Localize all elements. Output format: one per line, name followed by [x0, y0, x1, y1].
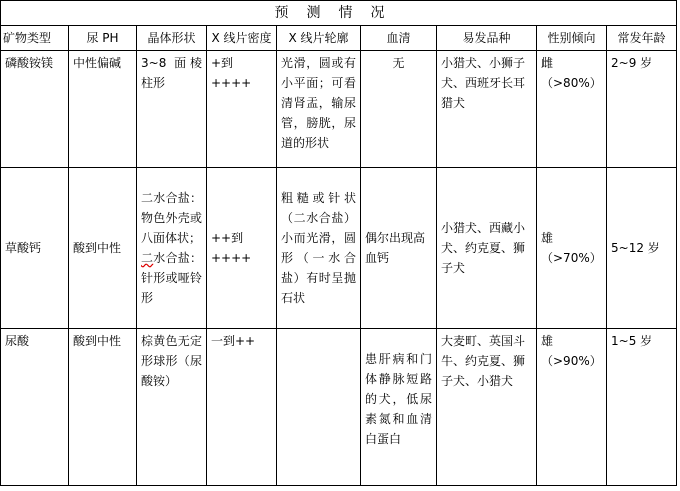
header-age: 常发年龄 [607, 26, 677, 51]
cell-xray-outline: 粗糙或针状（二水合盐）小而光滑，圆形（一水合盐）有时呈抛石状 [277, 168, 361, 329]
crystal-shape-part-a: 二水合盐：物色外壳或八面体状； [141, 191, 202, 245]
cell-sex: 雄（>70%） [537, 168, 607, 329]
cell-mineral: 磷酸铵镁 [1, 51, 69, 168]
cell-age: 1~5 岁 [607, 329, 677, 486]
header-serum: 血清 [361, 26, 437, 51]
cell-sex: 雌（>80%） [537, 51, 607, 168]
table-row [1, 51, 677, 168]
header-mineral: 矿物类型 [1, 26, 69, 51]
header-breeds: 易发品种 [437, 26, 537, 51]
table-row [1, 168, 677, 329]
header-xray-outline: X 线片轮廓 [277, 26, 361, 51]
cell-breeds: 小猎犬、西藏小犬、约克夏、狮子犬 [437, 168, 537, 329]
cell-breeds: 小猎犬、小狮子犬、西班牙长耳猎犬 [437, 51, 537, 168]
cell-urine-ph: 酸到中性 [69, 329, 137, 486]
crystal-shape-part-b: 水合盐：针形或哑铃形 [141, 251, 202, 305]
cell-serum: 偶尔出现高血钙 [361, 168, 437, 329]
table-row [1, 329, 677, 486]
cell-age: 2~9 岁 [607, 51, 677, 168]
cell-mineral: 尿酸 [1, 329, 69, 486]
header-urine-ph: 尿 PH [69, 26, 137, 51]
crystal-shape-underlined-char: 二 [141, 251, 154, 265]
cell-serum: 患肝病和门体静脉短路的犬，低尿素氮和血清白蛋白 [361, 329, 437, 486]
header-sex: 性别倾向 [537, 26, 607, 51]
cell-xray-density: ++到++++ [207, 168, 277, 329]
header-xray-density: X 线片密度 [207, 26, 277, 51]
cell-crystal-shape [137, 168, 207, 329]
header-crystal-shape: 晶体形状 [137, 26, 207, 51]
cell-xray-density: +到++++ [207, 51, 277, 168]
cell-xray-outline [277, 329, 361, 486]
cell-crystal-shape: 棕黄色无定形球形（尿酸铵） [137, 329, 207, 486]
cell-urine-ph: 中性偏碱 [69, 51, 137, 168]
cell-age: 5~12 岁 [607, 168, 677, 329]
cell-sex: 雄（>90%） [537, 329, 607, 486]
cell-urine-ph: 酸到中性 [69, 168, 137, 329]
cell-breeds: 大麦町、英国斗牛、约克夏、狮子犬、小猎犬 [437, 329, 537, 486]
table-title: 预测情况 [1, 1, 677, 26]
cell-serum: 无 [361, 51, 437, 168]
cell-xray-density: 一到++ [207, 329, 277, 486]
cell-crystal-shape: 3~8 面棱柱形 [137, 51, 207, 168]
header-row [1, 26, 677, 51]
cell-mineral: 草酸钙 [1, 168, 69, 329]
cell-xray-outline: 光滑，圆或有小平面；可看清肾盂，输尿管，膀胱，尿道的形状 [277, 51, 361, 168]
